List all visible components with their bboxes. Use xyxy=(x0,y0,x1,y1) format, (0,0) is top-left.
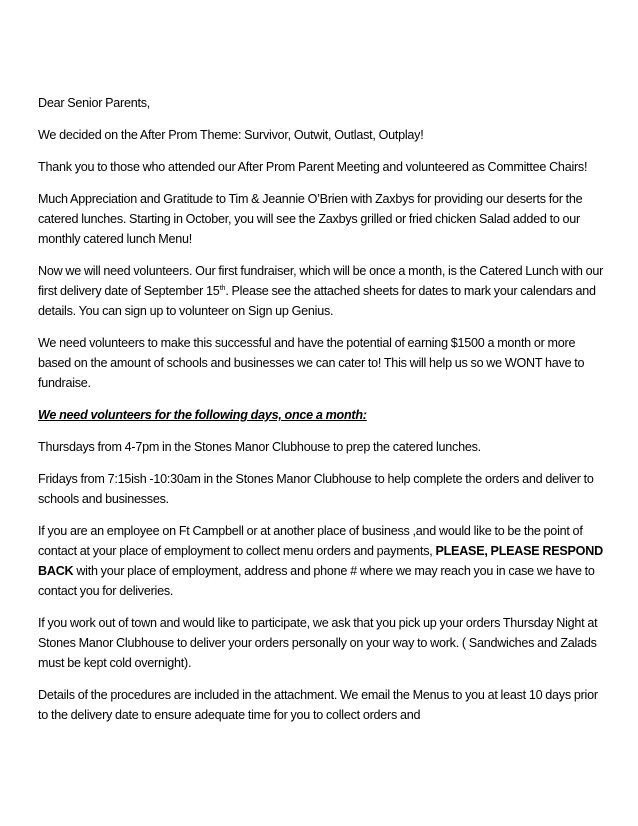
days-heading: We need volunteers for the following days, once a month: xyxy=(38,408,367,422)
employee-text-end: with your place of employment, address and phone # where we may reach you in case we have to contact you for deliveries. xyxy=(38,564,595,598)
employee-paragraph xyxy=(38,521,610,601)
thursdays-paragraph: Thursdays from 4-7pm in the Stones Manor Clubhouse to prep the catered lunches. xyxy=(38,440,481,454)
fridays-paragraph: Fridays from 7:15ish -10:30am in the Stones Manor Clubhouse to help complete the orders and deliver to schools and businesses. xyxy=(38,472,594,506)
thanks-paragraph: Thank you to those who attended our After Prom Parent Meeting and volunteered as Committee Chairs! xyxy=(38,160,588,174)
out-of-town-paragraph: If you work out of town and would like to participate, we ask that you pick up your orders Thursday Night at Stones Manor Clubhouse to deliver your orders personally on your way to work. ( Sandwiches and Zalads must be kept cold overnight). xyxy=(38,616,598,670)
earning-paragraph: We need volunteers to make this successful and have the potential of earning $1500 a month or more based on the amount of schools and businesses we can cater to! This will help us so we WONT have to fundraise. xyxy=(38,336,585,390)
letter-body xyxy=(38,93,610,737)
volunteers-text-start: Now we will need volunteers. Our first fundraiser, which will be once a month, is the Catered Lunch with our first delivery date of September 15 xyxy=(38,264,604,298)
respond-back-emphasis: PLEASE, PLEASE RESPOND BACK xyxy=(38,544,603,578)
volunteers-paragraph xyxy=(38,261,610,321)
theme-paragraph: We decided on the After Prom Theme: Survivor, Outwit, Outlast, Outplay! xyxy=(38,128,424,142)
date-superscript: th xyxy=(219,282,226,292)
greeting: Dear Senior Parents, xyxy=(38,96,150,110)
volunteers-text-end: . Please see the attached sheets for dates to mark your calendars and details. You can sign up to volunteer on Sign up Genius. xyxy=(38,284,596,318)
details-paragraph: Details of the procedures are included in the attachment. We email the Menus to you at least 10 days prior to the delivery date to ensure adequate time for you to collect orders and xyxy=(38,688,598,722)
employee-text-start: If you are an employee on Ft Campbell or at another place of business ,and would like to be the point of contact at your place of employment to collect menu orders and payments, xyxy=(38,524,583,558)
appreciation-paragraph: Much Appreciation and Gratitude to Tim & Jeannie O’Brien with Zaxbys for providing our deserts for the catered lunches. Starting in October, you will see the Zaxbys grilled or fried chicken Salad added to our monthly catered lunch Menu! xyxy=(38,192,583,246)
